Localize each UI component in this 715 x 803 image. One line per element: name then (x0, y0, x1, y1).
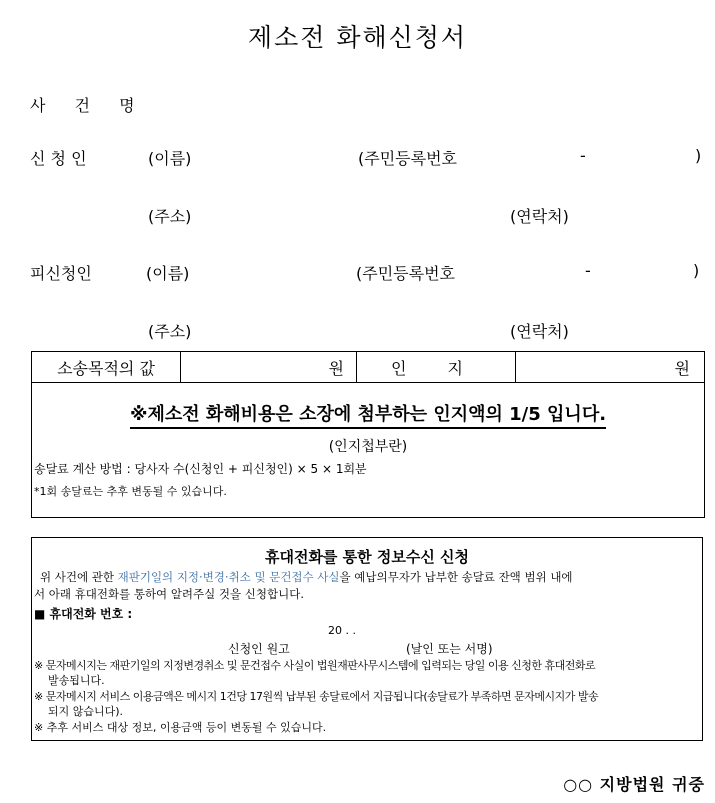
respondent-contact-label: (연락처) (510, 322, 569, 341)
applicant-id-label: (주민등록번호 (358, 149, 457, 168)
stamp-label: 인 지 (357, 352, 516, 382)
delivery-fee-method: 송달료 계산 방법 : 당사자 수(신청인 + 피신청인) × 5 × 1회분 (34, 462, 367, 476)
note-1: ※ 문자메시지는 재판기일의 지정변경취소 및 문건접수 사실이 법원재판사무시스템에 입력되는 당일 이용 신청한 휴대전화로 (34, 659, 596, 672)
applicant-contact-label: (연락처) (510, 207, 569, 226)
line1-pre: 위 사건에 관한 (40, 570, 118, 584)
page-title: 제소전 화해신청서 (247, 23, 468, 52)
case-name-label: 사 건 명 (30, 96, 147, 115)
applicant-address-label: (주소) (148, 207, 192, 226)
claim-value-unit: 원 (181, 352, 357, 382)
stamp-attach-label: (인지첩부란) (328, 439, 408, 455)
applicant-label: 신 청 인 (30, 149, 87, 168)
note-2: ※ 문자메시지 서비스 이용금액은 메시지 1건당 17원씩 납부된 송달료에서 지급됩니다(송달료가 부족하면 문자메시지가 발송 (34, 690, 599, 703)
applicant-name-label: (이름) (148, 149, 192, 168)
fee-table-row (32, 352, 704, 383)
claim-value-label: 소송목적의 값 (32, 352, 181, 382)
date-line: 20 . . (328, 624, 356, 637)
stamp-unit: 원 (674, 358, 690, 378)
phone-number-label: ■ 휴대전화 번호 : (34, 607, 133, 621)
line1-highlight: 재판기일의 지정·변경·취소 및 문건접수 사실 (117, 570, 340, 584)
fee-notice (32, 400, 704, 426)
applicant-id-dash: - (580, 146, 586, 165)
note-2b: 되지 않습니다). (48, 705, 124, 718)
line1-post: 을 예납의무자가 납부한 송달료 잔액 범위 내에 (339, 570, 573, 584)
respondent-id-close: ) (693, 261, 700, 280)
fee-notice-text: ※제소전 화해비용은 소장에 첨부하는 인지액의 1/5 입니다. (130, 404, 606, 429)
respondent-id-label: (주민등록번호 (356, 264, 455, 283)
mobile-notice-title: 휴대전화를 통한 정보수신 신청 (264, 548, 470, 566)
court-footer: ○○ 지방법원 귀중 (563, 775, 705, 794)
respondent-address-label: (주소) (148, 322, 192, 341)
respondent-label: 피신청인 (30, 264, 92, 283)
mobile-notice-line2: 서 아래 휴대전화를 통하여 알려주실 것을 신청합니다. (34, 587, 304, 601)
applicant-id-close: ) (695, 146, 702, 165)
note-3: ※ 추후 서비스 대상 정보, 이용금액 등이 변동될 수 있습니다. (34, 721, 327, 734)
mobile-notice-line1 (40, 569, 573, 585)
mobile-notice-box (31, 537, 703, 741)
respondent-id-dash: - (585, 261, 591, 280)
seal-label: (날인 또는 서명) (406, 642, 493, 656)
note-1b: 발송됩니다. (48, 674, 105, 687)
respondent-name-label: (이름) (146, 264, 190, 283)
fee-stamp-box (31, 351, 705, 518)
delivery-fee-note: *1회 송달료는 추후 변동될 수 있습니다. (34, 485, 227, 498)
signer-label: 신청인 원고 (228, 642, 290, 656)
